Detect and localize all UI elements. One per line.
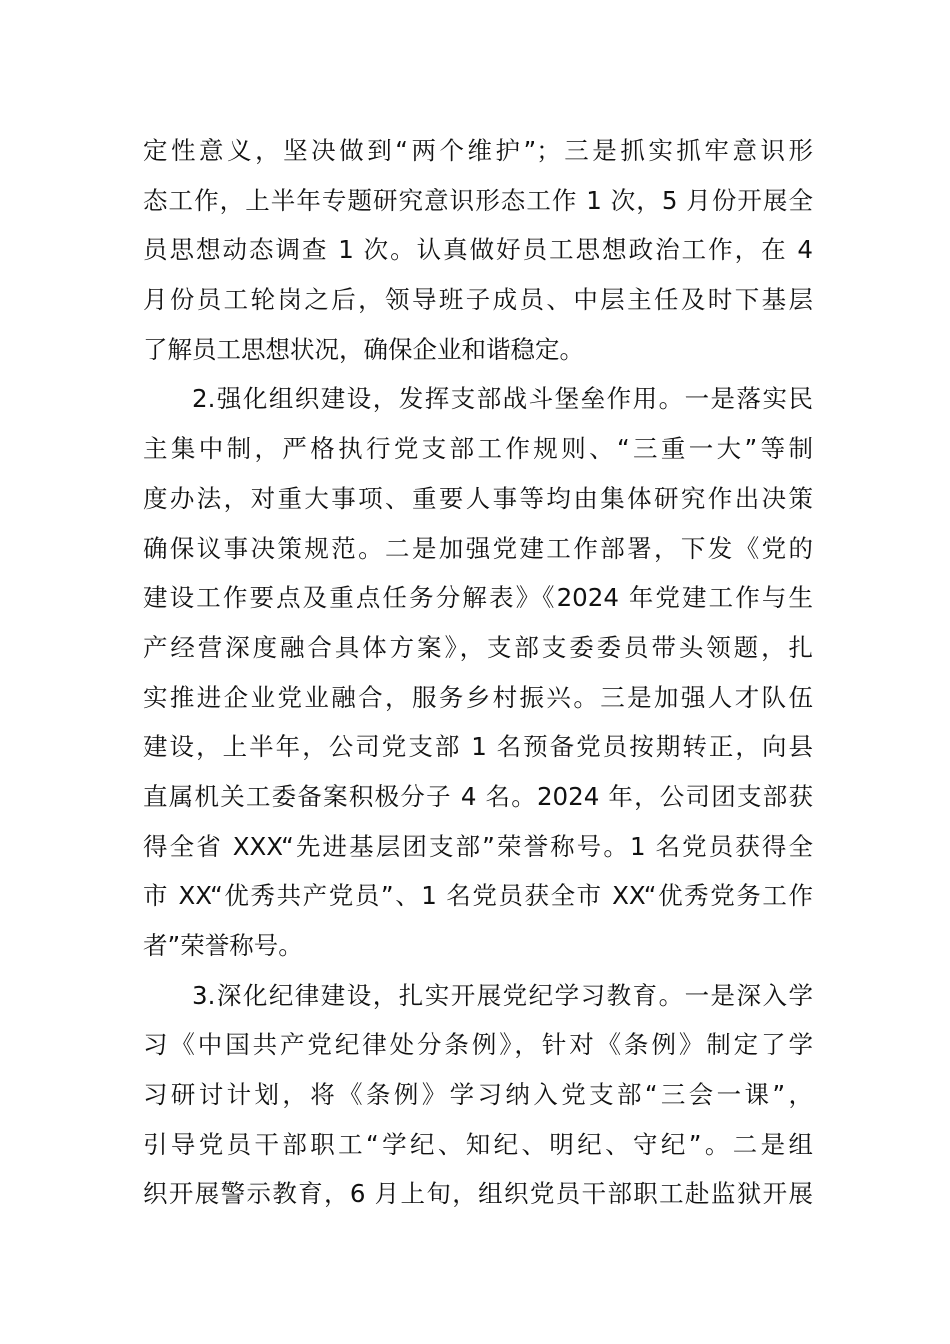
text-line: 习研讨计划，将《条例》学习纳入党支部“三会一课”， [143,1080,813,1110]
text-line: 实推进企业党业融合，服务乡村振兴。三是加强人才队伍 [143,682,813,712]
text-line: 习《中国共产党纪律处分条例》，针对《条例》制定了学 [143,1030,813,1060]
text-line: 产经营深度融合具体方案》，支部支委委员带头领题，扎 [143,632,813,662]
text-line: 了解员工思想状况，确保企业和谐稳定。 [143,334,584,364]
text-line: 者”荣誉称号。 [143,931,303,960]
text-line: 建设工作要点及重点任务分解表》《2024 年党建工作与生 [143,583,813,613]
text-line: 得全省 XXX“先进基层团支部”荣誉称号。1 名党员获得全 [143,831,813,861]
text-line: 月份员工轮岗之后，领导班子成员、中层主任及时下基层 [143,285,813,315]
text-line: 直属机关工委备案积极分子 4 名。2024 年，公司团支部获 [143,781,813,811]
text-line: 态工作，上半年专题研究意识形态工作 1 次，5 月份开展全 [143,185,813,215]
text-line: 建设，上半年，公司党支部 1 名预备党员按期转正，向县 [143,732,813,762]
text-line: 市 XX“优秀共产党员”、1 名党员获全市 XX“优秀党务工作 [143,881,813,911]
text-line: 织开展警示教育，6 月上旬，组织党员干部职工赴监狱开展 [143,1179,813,1209]
paragraph-heading-line: 2.强化组织建设，发挥支部战斗堡垒作用。一是落实民 [192,384,813,414]
text-line: 定性意义，坚决做到“两个维护”；三是抓实抓牢意识形 [143,136,813,165]
text-line: 引导党员干部职工“学纪、知纪、明纪、守纪”。二是组 [143,1129,813,1159]
text-line: 度办法，对重大事项、重要人事等均由集体研究作出决策 [143,483,813,513]
paragraph-heading-line: 3.深化纪律建设，扎实开展党纪学习教育。一是深入学 [192,980,813,1010]
text-line: 确保议事决策规范。二是加强党建工作部署，下发《党的 [143,533,813,563]
text-line: 员思想动态调查 1 次。认真做好员工思想政治工作，在 4 [143,235,813,265]
body-text [143,126,813,1219]
text-line: 主集中制，严格执行党支部工作规则、“三重一大”等制 [143,434,813,464]
